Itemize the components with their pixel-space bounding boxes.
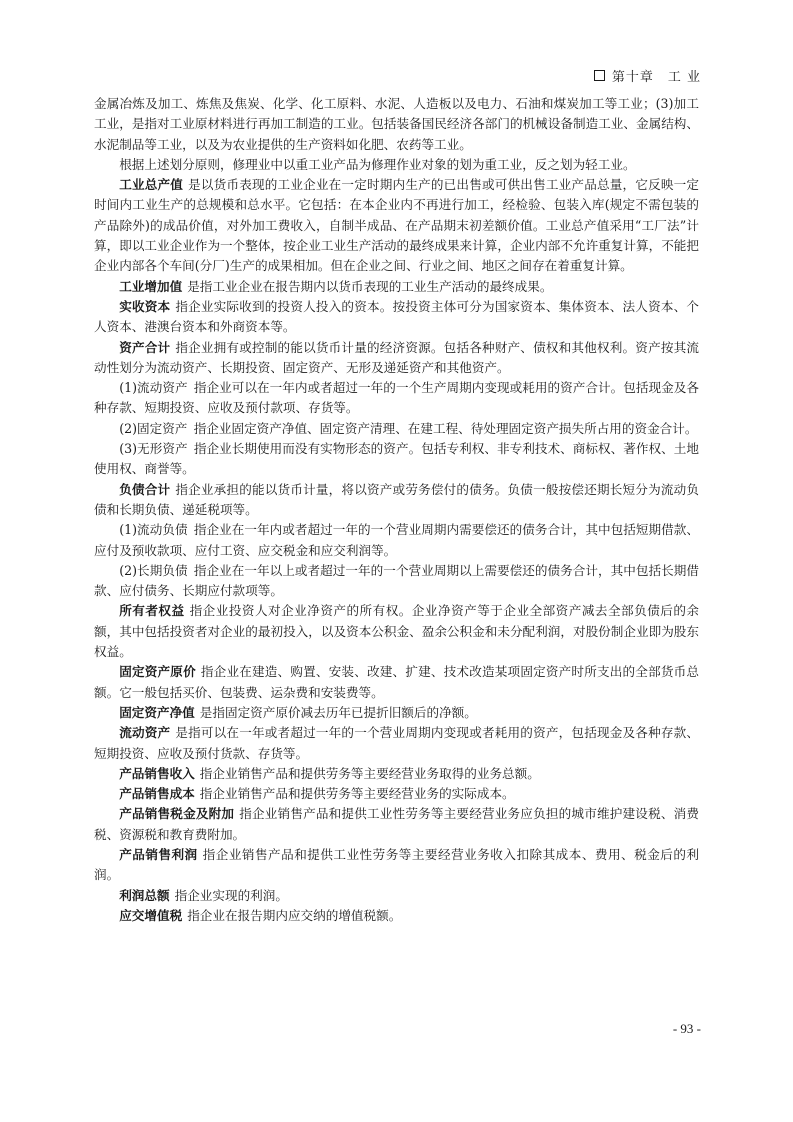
- definition-entry: [94, 297, 699, 338]
- definition-entry: [94, 723, 699, 764]
- definition-text: 指企业在一年以上或者超过一年的一个营业周期以上需要偿还的债务合计，其中包括长期借款、应付债务、长期应付款项等。: [94, 562, 699, 599]
- definition-entry: [94, 662, 699, 703]
- definition-text: 是指工业企业在报告期内以货币表现的工业生产活动的最终成果。: [187, 278, 553, 294]
- definition-term: 产品销售税金及附加: [119, 806, 235, 822]
- definition-text: 指企业在报告期内应交纳的增值税额。: [187, 907, 402, 923]
- definition-entry: [94, 906, 699, 926]
- definition-term: 所有者权益: [119, 603, 185, 619]
- definition-text: 指企业销售产品和提供劳务等主要经营业务的实际成本。: [199, 786, 515, 802]
- sub-definition-entry: [94, 520, 699, 561]
- sub-term: (1)流动资产: [119, 380, 188, 396]
- definition-entry: [94, 601, 699, 662]
- sub-definition-entry: [94, 378, 699, 419]
- header-box-icon: [594, 70, 605, 81]
- definition-term: 资产合计: [119, 339, 171, 355]
- definition-entry: [94, 338, 699, 379]
- sub-term: (3)无形资产: [119, 441, 188, 457]
- definition-entry: [94, 845, 699, 886]
- definition-entry: [94, 175, 699, 276]
- definition-text: 是指固定资产原价减去历年已提折旧额后的净额。: [199, 704, 477, 720]
- definition-text: 指企业承担的能以货币计量，将以资产或劳务偿付的债务。负债一般按偿还期长短分为流动负债和长期负债、递延税项等。: [94, 481, 700, 517]
- sub-term: (2)固定资产: [119, 420, 188, 436]
- running-header: [594, 66, 701, 85]
- page-number: - 93 -: [672, 1021, 701, 1036]
- definition-text: 指企业固定资产净值、固定资产清理、在建工程、待处理固定资产损失所占用的资金合计。: [193, 420, 698, 436]
- definition-text: 指企业拥有或控制的能以货币计量的经济资源。包括各种财产、债权和其他权利。资产按其流动性划分为流动资产、长期投资、固定资产、无形及递延资产和其他资产。: [94, 339, 700, 375]
- page-body: [94, 94, 699, 926]
- definition-term: 利润总额: [119, 887, 170, 903]
- definition-entry: [94, 703, 699, 723]
- definition-entry: [94, 804, 699, 845]
- definition-text: 指企业实际收到的投资人投入的资本。按投资主体可分为国家资本、集体资本、法人资本、个人资本、港澳台资本和外商资本等。: [94, 298, 700, 335]
- sub-term: (2)长期负债: [119, 562, 188, 578]
- definition-text: 指企业实现的利润。: [174, 887, 288, 903]
- definition-entry: [94, 277, 699, 297]
- definition-text: 指企业可以在一年内或者超过一年的一个生产周期内变现或耗用的资产合计。包括现金及各种存款、短期投资、应收及预付款项、存货等。: [94, 380, 699, 416]
- sub-definition-entry: [94, 439, 699, 480]
- definition-text: 指企业销售产品和提供工业性劳务等主要经营业务收入扣除其成本、费用、税金后的利润。: [94, 846, 700, 883]
- sub-term: (1)流动负债: [119, 522, 188, 538]
- definition-term: 固定资产净值: [119, 704, 195, 720]
- definition-term: 应交增值税: [119, 907, 183, 923]
- definition-term: 工业增加值: [119, 278, 183, 294]
- definition-term: 产品销售利润: [119, 846, 198, 862]
- definition-term: 产品销售收入: [119, 765, 195, 781]
- intro-fragment: 金属冶炼及加工、炼焦及焦炭、化学、化工原料、水泥、人造板以及电力、石油和煤炭加工等工业；(3)加工工业，是指对工业原材料进行再加工制造的工业。包括装备国民经济各部门的机械设备制造工业、金属结构、水泥制品等工业，以及为农业提供的生产资料如化肥、农药等工业。: [94, 96, 699, 152]
- definition-list: [94, 175, 699, 926]
- definition-term: 固定资产原价: [119, 664, 196, 680]
- definition-text: 指企业销售产品和提供劳务等主要经营业务取得的业务总额。: [199, 765, 540, 781]
- definition-entry: [94, 886, 699, 906]
- definition-text: 是指可以在一年或者超过一年的一个营业周期内变现或者耗用的资产，包括现金及各种存款、短期投资、应收及预付货款、存货等。: [94, 725, 700, 761]
- definition-entry: [94, 764, 699, 784]
- definition-term: 负债合计: [119, 481, 171, 497]
- definition-text: 指企业销售产品和提供工业性劳务等主要经营业务应负担的城市维护建设税、消费税、资源税和教育费附加。: [94, 806, 700, 842]
- definition-term: 流动资产: [119, 725, 171, 741]
- definition-text: 指企业投资人对企业净资产的所有权。企业净资产等于企业全部资产减去全部负债后的余额，其中包括投资者对企业的最初投入，以及资本公积金、盈余公积金和未分配利润，对股份制企业即为股东权益。: [94, 603, 700, 660]
- intro-paragraph: 根据上述划分原则，修理业中以重工业产品为修理作业对象的划为重工业，反之划为轻工业。: [119, 156, 636, 172]
- chapter-title: 工 业: [667, 70, 701, 85]
- sub-definition-entry: [94, 561, 699, 602]
- definition-entry: [94, 480, 699, 521]
- definition-term: 工业总产值: [119, 177, 184, 193]
- definition-entry: [94, 784, 699, 804]
- definition-text: 指企业长期使用而没有实物形态的资产。包括专利权、非专利技术、商标权、著作权、土地使用权、商誉等。: [94, 441, 699, 477]
- definition-term: 产品销售成本: [119, 786, 195, 802]
- definition-text: 指企业在一年内或者超过一年的一个营业周期内需要偿还的债务合计，其中包括短期借款、应付及预收款项、应付工资、应交税金和应交利润等。: [94, 522, 699, 558]
- sub-definition-entry: [94, 419, 699, 439]
- definition-term: 实收资本: [119, 298, 171, 314]
- definition-text: 是以货币表现的工业企业在一定时期内生产的已出售或可供出售工业产品总量，它反映一定时间内工业生产的总规模和总水平。它包括：在本企业内不再进行加工，经检验、包装入库(规定不需包装的产品除外)的成品价值，对外加工费收入，自制半成品、在产品期末初差额价值。工业总产值采用“工厂法”计算，即以工业企业作为一个整体，按企业工业生产活动的最终成果来计算，企业内部不允许重复计算，不能把企业内部各个车间(分厂)生产的成果相加。但在企业之间、行业之间、地区之间存在着重复计算。: [94, 177, 700, 274]
- definition-text: 指企业在建造、购置、安装、改建、扩建、技术改造某项固定资产时所支出的全部货币总额。它一般包括买价、包装费、运杂费和安装费等。: [94, 664, 700, 700]
- chapter-number: 第十章: [611, 70, 654, 85]
